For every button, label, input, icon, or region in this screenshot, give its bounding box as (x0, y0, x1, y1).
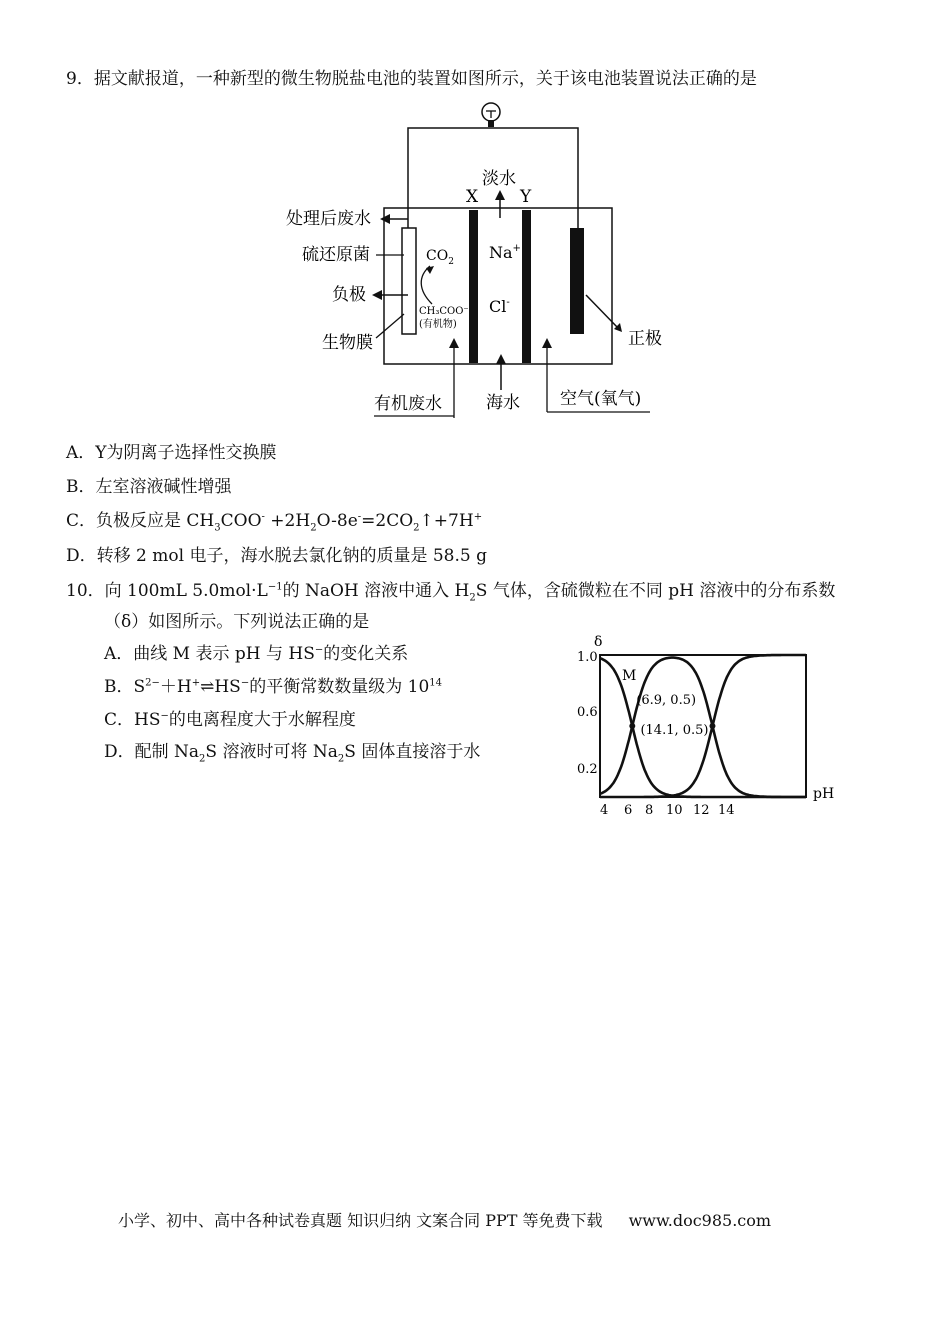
ytick-1-0: 1.0 (577, 650, 598, 665)
label-x: X (466, 187, 479, 207)
cathode-electrode (570, 228, 584, 334)
label-treated-wastewater: 处理后废水 (286, 209, 371, 229)
label-air: 空气(氧气) (560, 389, 642, 409)
label-co2: $CO_2$ (426, 248, 454, 267)
q10-option-d: D．配制 $Na_2S$ 溶液时可将 $Na_2S$ 固体直接溶于水 (104, 742, 481, 765)
q10-option-a: A．曲线 M 表示 pH 与 HS−的变化关系 (104, 644, 409, 664)
footer-url[interactable]: www.doc985.com (628, 1211, 772, 1230)
ytick-0-6: 0.6 (577, 705, 598, 720)
q9-option-d: D．转移 2 mol 电子，海水脱去氯化钠的质量是 58.5 g (66, 546, 487, 566)
label-organic-wastewater: 有机废水 (374, 394, 442, 414)
label-biofilm: 生物膜 (322, 333, 373, 353)
label-y: Y (520, 187, 532, 207)
q10-stem: 10．向 100mL $5.0mol\cdot L^{-1}$的 NaOH 溶液中通入 $H_2S$ 气体，含硫微粒在不同 pH 溶液中的分布系数 (66, 581, 836, 604)
xtick-8: 8 (645, 803, 654, 818)
bulb-icon (482, 103, 500, 127)
q9-option-a: A．Y为阴离子选择性交换膜 (66, 443, 277, 463)
intersection-point-1 (629, 723, 635, 729)
label-cl-ion: Cl- (489, 297, 510, 316)
anode-electrode (402, 228, 416, 334)
chart-xlabel: pH (813, 786, 835, 802)
chart-ylabel: δ (594, 634, 603, 650)
q10-option-b: B．$S^{2-}+H^+\rightleftharpoons HS^-$的平衡常数数量级为 $10^{14}$ (104, 677, 443, 697)
curve-label-m: M (622, 668, 637, 684)
label-seawater: 海水 (486, 393, 520, 413)
label-organic: (有机物) (419, 319, 457, 330)
annotation-1: (6.9, 0.5) (636, 693, 697, 708)
q10-option-c: C．HS−的电离程度大于水解程度 (104, 710, 356, 730)
label-ch3coo: CH₃COO⁻ (419, 306, 469, 317)
q9-stem: 9．据文献报道，一种新型的微生物脱盐电池的装置如图所示，关于该电池装置说法正确的是 (66, 69, 757, 89)
membrane-x (469, 210, 478, 363)
q9-option-c: C．负极反应是 $CH_3COO^-$ $+2H_2O-8e^-=2CO_2↑+7H^+$ (66, 511, 483, 534)
distribution-chart (570, 628, 860, 828)
ytick-0-2: 0.2 (577, 762, 598, 777)
xtick-4: 4 (600, 803, 609, 818)
footer (118, 1208, 771, 1231)
label-anode: 负极 (332, 285, 366, 305)
label-bacteria: 硫还原菌 (302, 245, 370, 265)
label-cathode: 正极 (628, 329, 662, 349)
xtick-6: 6 (624, 803, 633, 818)
label-na-ion: Na+ (489, 243, 521, 262)
q9-cell-diagram (280, 100, 700, 420)
intersection-point-2 (709, 723, 715, 729)
xtick-14: 14 (718, 803, 735, 818)
xtick-10: 10 (666, 803, 683, 818)
xtick-12: 12 (693, 803, 710, 818)
membrane-y (522, 210, 531, 363)
label-fresh-water: 淡水 (482, 169, 516, 189)
footer-text: 小学、初中、高中各种试卷真题 知识归纳 文案合同 PPT 等免费下载 (118, 1211, 603, 1230)
annotation-2: (14.1, 0.5) (640, 723, 709, 738)
q10-stem-line2: （δ）如图所示。下列说法正确的是 (104, 612, 370, 632)
q9-option-b: B．左室溶液碱性增强 (66, 477, 232, 497)
